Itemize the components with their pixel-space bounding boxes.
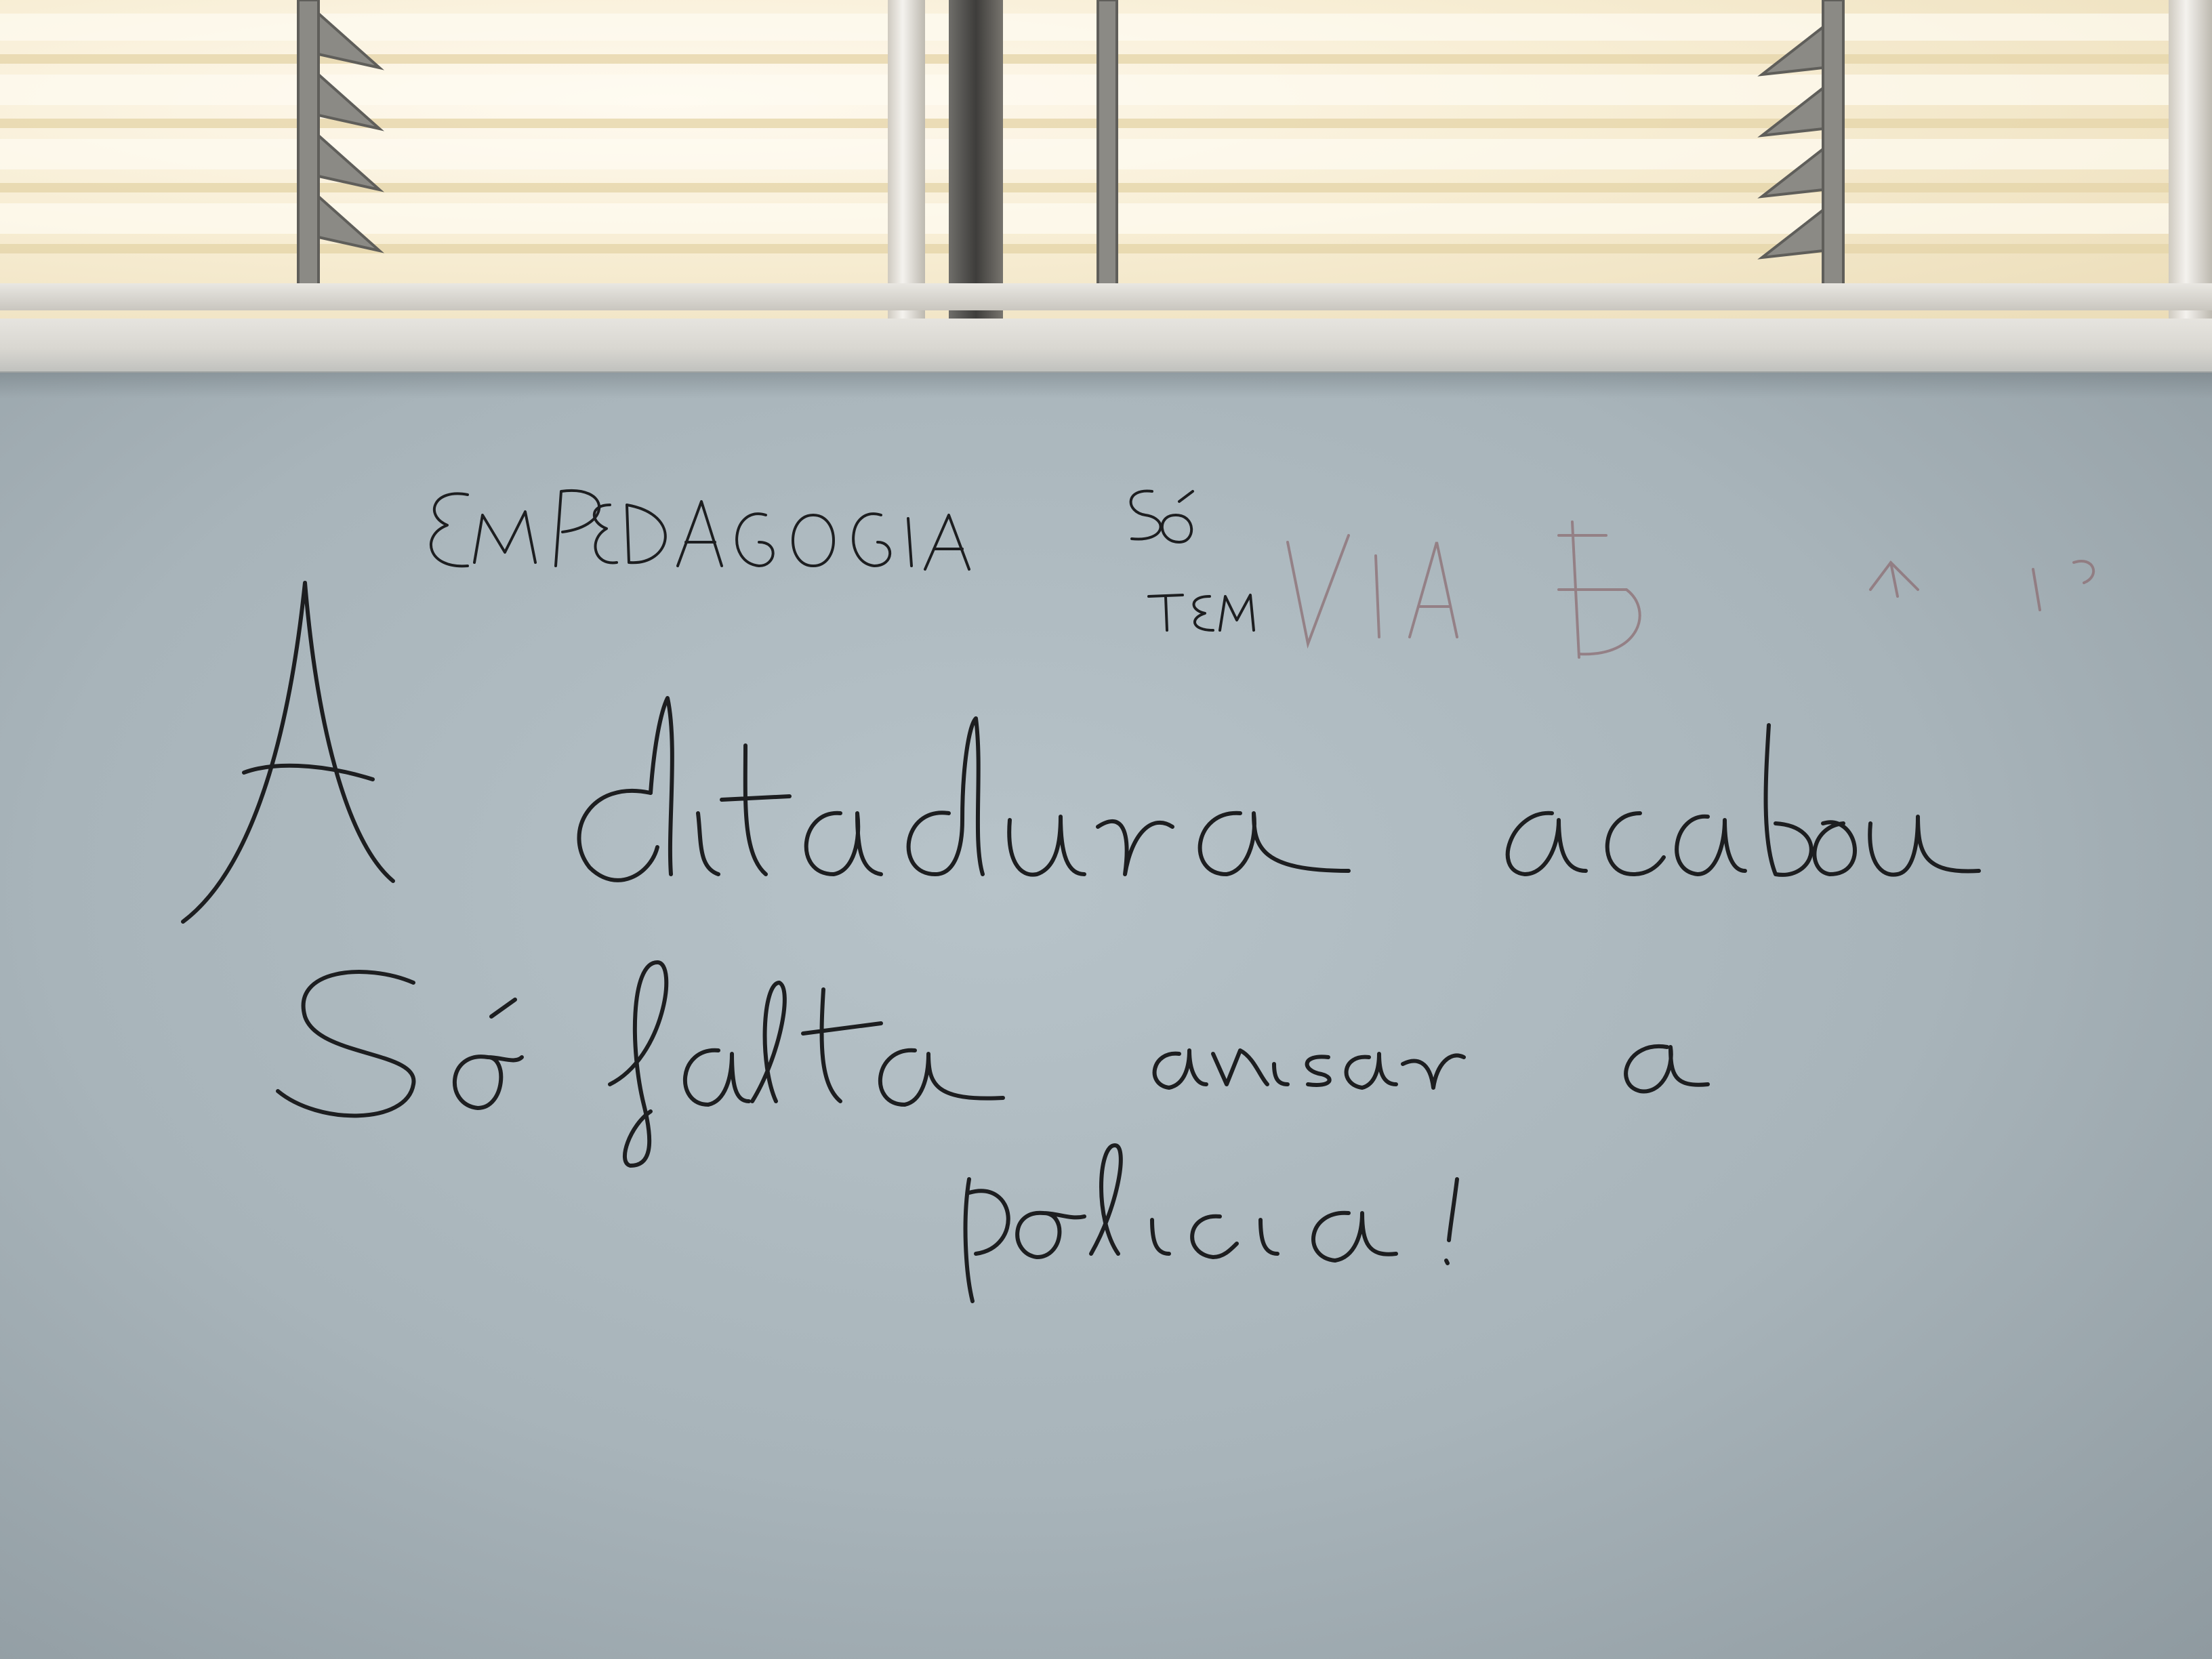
handwriting-top-line-1: [431, 491, 1193, 569]
handwriting-line-3: [966, 1145, 1457, 1301]
handwriting-faded-word: [1288, 522, 2093, 657]
handwriting-headline: [183, 583, 1979, 922]
handwriting-line-2: [278, 962, 1708, 1166]
handwriting-top-line-2: [1149, 595, 1254, 630]
